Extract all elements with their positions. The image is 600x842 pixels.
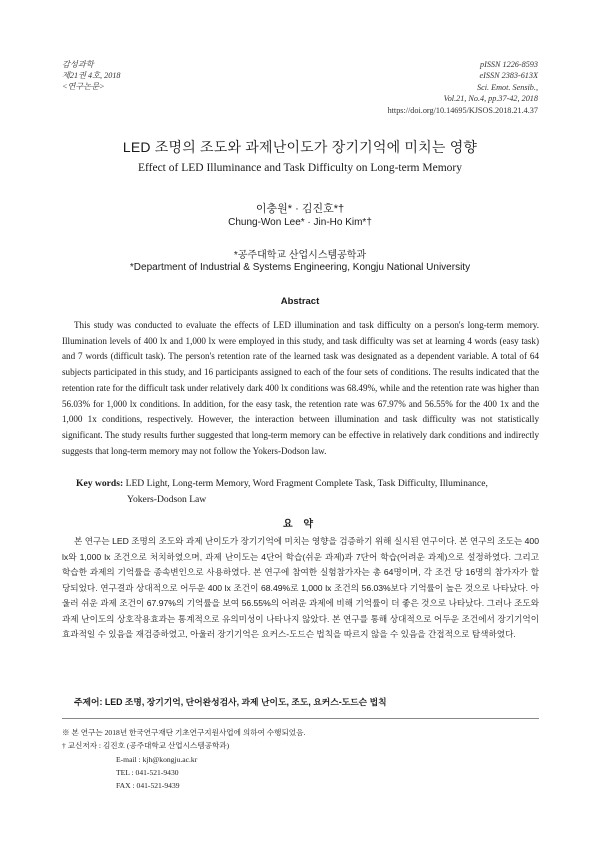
footnotes: [62, 726, 305, 792]
footnote-divider: [62, 718, 539, 719]
title-korean: LED 조명의 조도와 과제난이도가 장기기억에 미치는 영향: [122, 139, 478, 155]
authors-korean: 이충원* · 김진호*†: [255, 203, 345, 215]
keywords: [76, 476, 546, 508]
keywords-label: Key words:: [76, 478, 124, 489]
keywords-line2: Yokers-Dodson Law: [127, 494, 207, 505]
abstract-text: This study was conducted to evaluate the effects of LED illumination and task difficulty on a person's long-term memory. Illumination levels of 400 lx and 1,000 lx were employed in this study, and task difficulty was set at learning 4 words (easy task) and 7 words (difficult task). The person's retention rate of the learned task was designated as a dependent variable. A total of 64 subjects participated in this study, and 16 participants assigned to each of the four sets of conditions. The results indicated that the retention rate for the difficult task under relatively dark 400 lx conditions was 68.49%, while and the retention rate was higher than 56.03% for 1,000 lx conditions. In addition, for the easy task, the retention rate was 67.97% and 56.55% for the 400 1x and the 1,000 1x conditions, respectively. However, the interaction between illumination and task difficulty was not statistically significant. The study results further suggested that long-term memory can be effective in relatively dark conditions and indirectly suggests that long-term memory may not follow the Yokers-Dodson law.: [62, 320, 539, 456]
author-fax: FAX : 041-521-9439: [116, 781, 180, 791]
affiliation-korean: *공주대학교 산업시스템공학과: [233, 250, 367, 261]
doi-link[interactable]: https://doi.org/10.14695/KJSOS.2018.21.4.37: [387, 105, 538, 115]
author-tel: TEL : 041-521-9430: [116, 767, 179, 777]
pissn: pISSN 1226-8593: [480, 60, 538, 69]
journal-header-left: [62, 59, 121, 92]
funding-note: ※ 본 연구는 2018년 한국연구재단 기초연구지원사업에 의하여 수행되었음.: [62, 728, 306, 737]
journal-abbrev: Sci. Emot. Sensib.,: [477, 82, 538, 92]
author-email[interactable]: E-mail : kjh@kongju.ac.kr: [116, 754, 198, 764]
title-english: Effect of LED Illuminance and Task Difficulty on Long-term Memory: [138, 162, 462, 174]
article-type: <연구논문>: [62, 82, 105, 91]
volume-pages: Vol.21, No.4, pp.37-42, 2018: [443, 94, 538, 104]
keywords-korean: 주제어: LED 조명, 장기기억, 단어완성검사, 과제 난이도, 조도, 요커스-도드슨 법칙: [74, 697, 387, 707]
journal-name: 감성과학: [62, 60, 94, 69]
authors-english: Chung-Won Lee* · Jin-Ho Kim*†: [228, 217, 372, 228]
corresponding-author: † 교신저자 : 김진호 (공주대학교 산업시스템공학과): [62, 741, 230, 751]
abstract-heading: Abstract: [280, 296, 320, 307]
korean-abstract-heading: 요 약: [282, 519, 318, 530]
journal-header-right: [388, 59, 538, 116]
keywords-line1: LED Light, Long-term Memory, Word Fragment Complete Task, Task Difficulty, Illuminance,: [125, 478, 488, 489]
eissn: eISSN 2383-613X: [479, 71, 538, 81]
affiliation-english: *Department of Industrial & Systems Engineering, Kongju National University: [129, 262, 471, 273]
journal-volume: 제21권 4호, 2018: [62, 71, 121, 80]
korean-abstract-text: 본 연구는 LED 조명의 조도와 과제 난이도가 장기기억에 미치는 영향을 검증하기 위해 실시된 연구이다. 본 연구의 조도는 400 lx와 1,000 lx 조건으로 처치하였으며, 과제 난이도는 4단어 학습(쉬운 과제)과 7단어 학습(어려운 과제)으로 설정하였다. 그리고 학습한 과제의 기억률을 종속변인으로 사용하였다. 본 연구에 참여한 실험참가자는 총 64명이며, 각 조건 당 16명의 참가자가 할당되었다. 연구결과 상대적으로 어두운 400 lx 조건이 68.49%로 1,000 lx 조건의 56.03%보다 기억률이 높은 것으로 나타났다. 아울러 쉬운 과제 조건이 67.97%의 기억률을 보여 56.55%의 어려운 과제에 비해 기억률이 더 좋은 것으로 나타났다. 그러나 조도와 과제 난이도의 상호작용효과는 통계적으로 유의미성이 나타나지 않았다. 본 연구를 통해 상대적으로 어두운 조건에서 장기기억이 효과적일 수 있음을 재검증하였고, 아울러 장기기억은 요커스-도드슨 법칙을 따르지 않을 수 있음을 간접적으로 탐색하였다.: [62, 536, 539, 639]
